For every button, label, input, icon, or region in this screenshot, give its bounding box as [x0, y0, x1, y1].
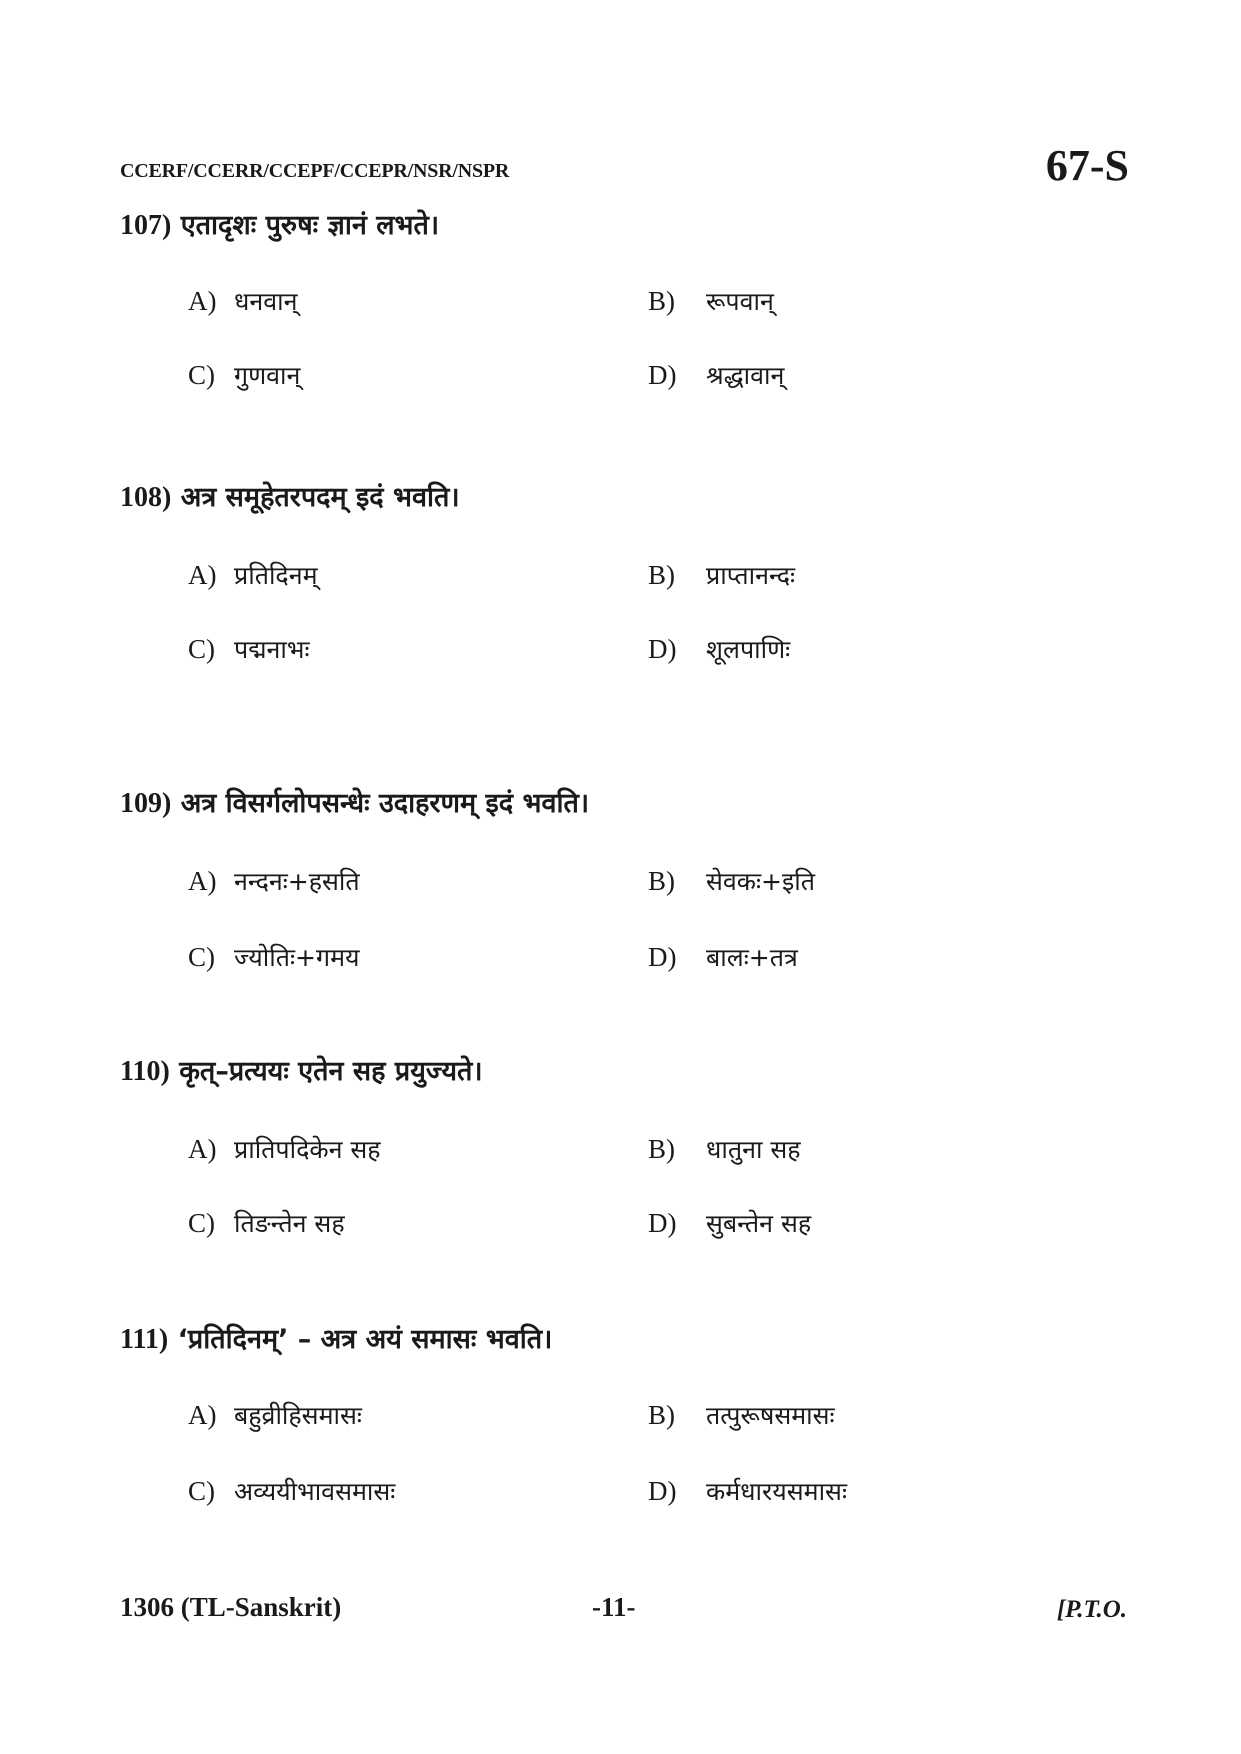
page-number: -11-	[592, 1592, 636, 1622]
option-a: A) बहुव्रीहिसमासः	[188, 1400, 362, 1430]
option-b: B) प्राप्तानन्दः	[648, 560, 796, 590]
question-number: 107)	[120, 210, 172, 241]
question-text	[120, 1054, 1130, 1090]
question-body: एतादृशः पुरुषः ज्ञानं लभते।	[180, 210, 440, 241]
question-body: अत्र विसर्गलोपसन्धेः उदाहरणम् इदं भवति।	[180, 788, 590, 819]
option-d: D) शूलपाणिः	[648, 634, 791, 664]
option-b: B) तत्पुरूषसमासः	[648, 1400, 835, 1430]
option-c: C) तिङन्तेन सह	[188, 1208, 345, 1238]
question-text	[120, 480, 1130, 516]
option-a: A) धनवान्	[188, 286, 298, 316]
question-number: 111)	[120, 1324, 169, 1355]
question-109	[120, 786, 1130, 822]
question-111	[120, 1322, 1130, 1358]
paper-code: 67-S	[1045, 141, 1129, 190]
option-c: C) गुणवान्	[188, 360, 301, 390]
question-number: 109)	[120, 788, 172, 819]
question-body: ‘प्रतिदिनम्’ – अत्र अयं समासः भवति।	[177, 1324, 553, 1355]
option-b: B) धातुना सह	[648, 1134, 801, 1164]
option-b: B) सेवकः+इति	[648, 866, 815, 896]
footer-subject-code: 1306 (TL-Sanskrit)	[120, 1592, 342, 1622]
option-d: D) बालः+तत्र	[648, 942, 798, 972]
option-a: A) प्रातिपदिकेन सह	[188, 1134, 381, 1164]
question-body: कृत्–प्रत्ययः एतेन सह प्रयुज्यते।	[179, 1056, 483, 1087]
option-a: A) प्रतिदिनम्	[188, 560, 318, 590]
question-text	[120, 208, 1130, 244]
question-number: 110)	[120, 1056, 170, 1087]
option-b: B) रूपवान्	[648, 286, 774, 316]
question-110	[120, 1054, 1130, 1090]
exam-code-line: CCERF/CCERR/CCEPF/CCEPR/NSR/NSPR	[120, 160, 510, 182]
question-107	[120, 208, 1130, 244]
option-c: C) ज्योतिः+गमय	[188, 942, 360, 972]
question-text	[120, 786, 1130, 822]
option-a: A) नन्दनः+हसति	[188, 866, 360, 896]
option-d: D) कर्मधारयसमासः	[648, 1476, 848, 1506]
option-d: D) श्रद्धावान्	[648, 360, 785, 390]
pto-marker: [P.T.O.	[1056, 1596, 1127, 1623]
question-body: अत्र समूहेतरपदम् इदं भवति।	[180, 482, 460, 513]
option-c: C) पद्मनाभः	[188, 634, 310, 664]
option-c: C) अव्ययीभावसमासः	[188, 1476, 396, 1506]
question-108	[120, 480, 1130, 516]
question-number: 108)	[120, 482, 172, 513]
question-text	[120, 1322, 1130, 1358]
option-d: D) सुबन्तेन सह	[648, 1208, 812, 1238]
